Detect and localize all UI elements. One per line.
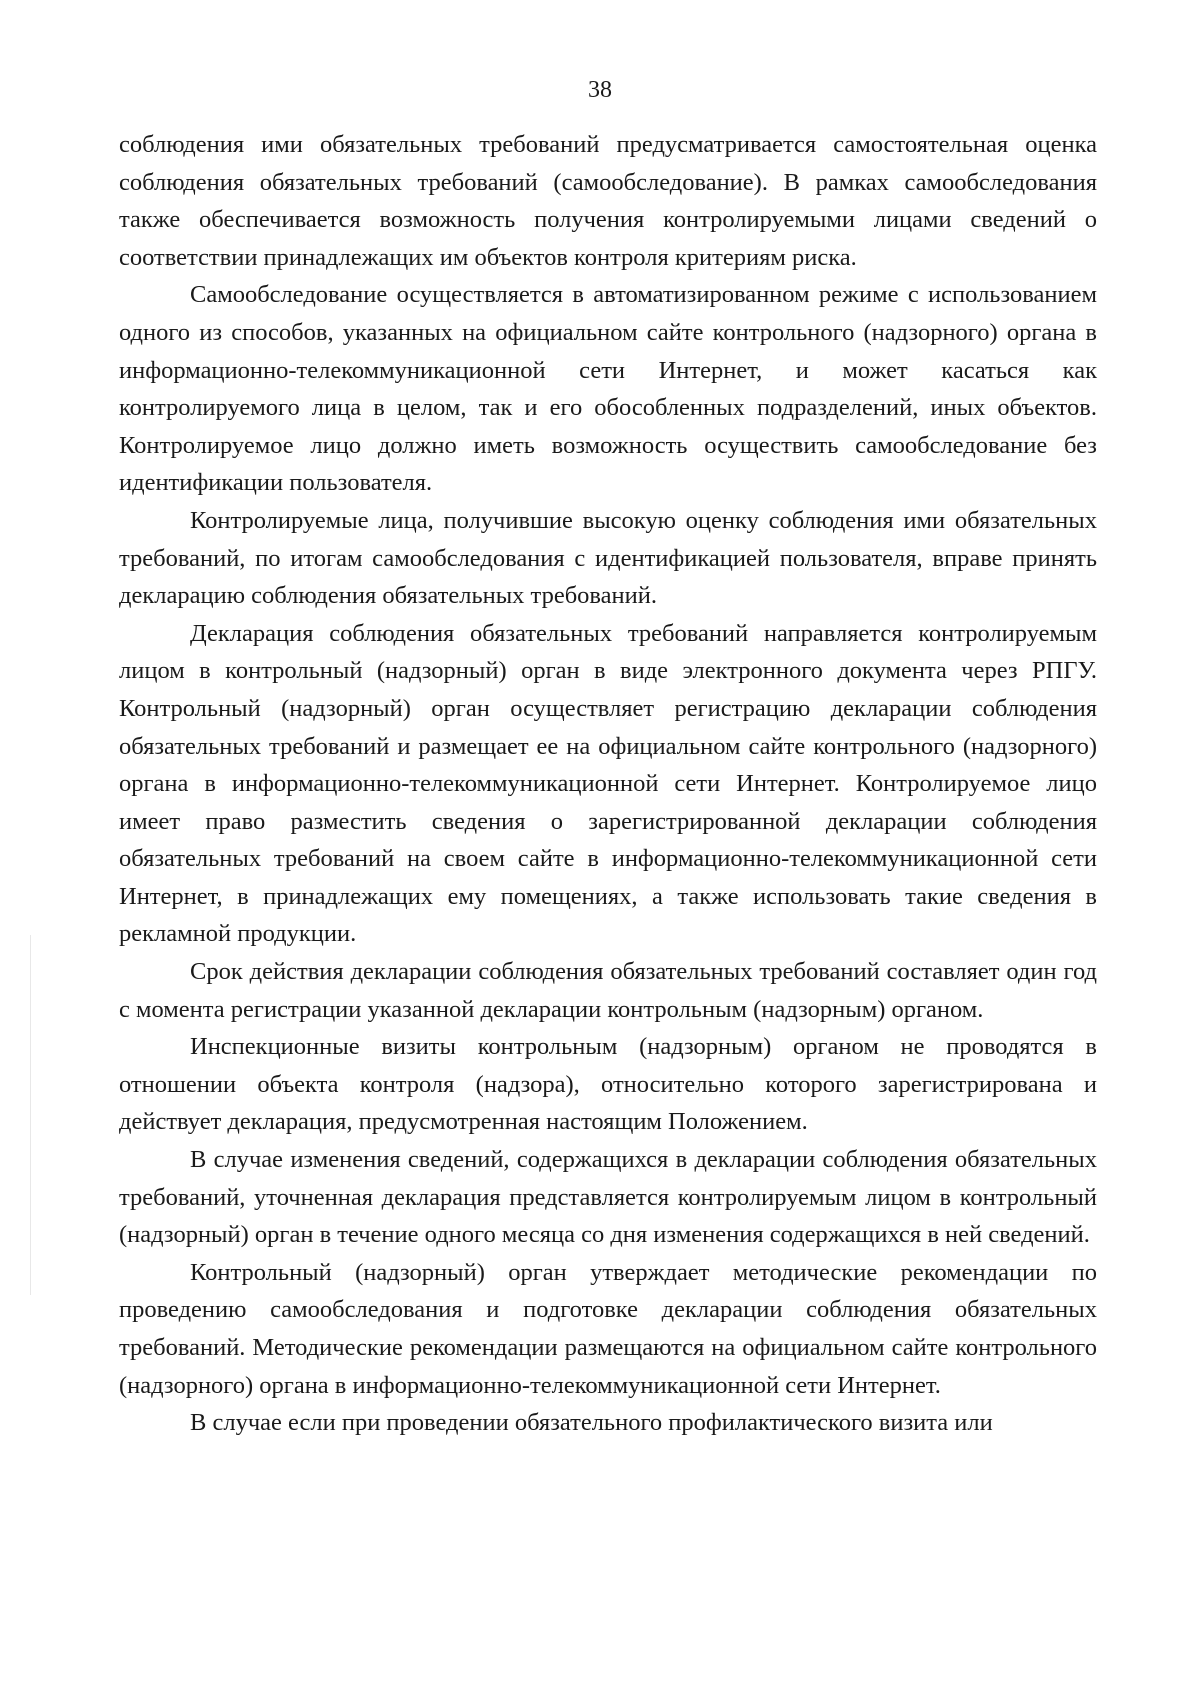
paragraph-declaration-validity: Срок действия декларации соблюдения обязательных требований составляет один год с момента регистрации указанной декларации контрольным (надзорным) органом. (119, 958, 1097, 1023)
paragraph-self-inspection-mode: Самообследование осуществляется в автоматизированном режиме с использованием одного из способов, указанных на официальном сайте контрольного (надзорного) органа в информационно-телекоммуникационной сети Интернет, и может касаться как контролируемого лица в целом, так и его обособленных подразделений, иных объектов. Контролируемое лицо должно иметь возможность осуществить самообследование без идентификации пользователя. (119, 281, 1097, 497)
paragraph-methodical-recommendations: Контрольный (надзорный) орган утверждает методические рекомендации по проведению самообследования и подготовке декларации соблюдения обязательных требований. Методические рекомендации размещаются на официальном сайте контрольного (надзорного) органа в информационно-телекоммуникационной сети Интернет. (119, 1258, 1097, 1399)
paragraph-mandatory-visit: В случае если при проведении обязательного профилактического визита или (190, 1409, 993, 1437)
page-number: 38 (588, 77, 612, 103)
scan-edge-mark (30, 935, 31, 1295)
paragraph-declaration-right: Контролируемые лица, получившие высокую оценку соблюдения ими обязательных требований, по итогам самообследования с идентификацией пользователя, вправе принять декларацию соблюдения обязательных требований. (119, 506, 1097, 610)
paragraph-declaration-submission: Декларация соблюдения обязательных требований направляется контролируемым лицом в контрольный (надзорный) орган в виде электронного документа через РПГУ. Контрольный (надзорный) орган осуществляет регистрацию декларации соблюдения обязательных требований и размещает ее на официальном сайте контрольного (надзорного) органа в информационно-телекоммуникационной сети Интернет. Контролируемое лицо имеет право разместить сведения о зарегистрированной декларации соблюдения обязательных требований на своем сайте в информационно-телекоммуникационной сети Интернет, в принадлежащих ему помещениях, а также использовать такие сведения в рекламной продукции. (119, 619, 1097, 948)
paragraph-declaration-update: В случае изменения сведений, содержащихся в декларации соблюдения обязательных требований, уточненная декларация представляется контролируемым лицом в контрольный (надзорный) орган в течение одного месяца со дня изменения содержащихся в ней сведений. (119, 1146, 1097, 1249)
body-text (119, 126, 1097, 1442)
paragraph-inspection-visits: Инспекционные визиты контрольным (надзорным) органом не проводятся в отношении объекта контроля (надзора), относительно которого зарегистрирована и действует декларация, предусмотренная настоящим Положением. (119, 1033, 1097, 1136)
paragraph-continuation: соблюдения ими обязательных требований предусматривается самостоятельная оценка соблюдения обязательных требований (самообследование). В рамках самообследования также обеспечивается возможность получения контролируемыми лицами сведений о соответствии принадлежащих им объектов контроля критериям риска. (119, 131, 1097, 271)
